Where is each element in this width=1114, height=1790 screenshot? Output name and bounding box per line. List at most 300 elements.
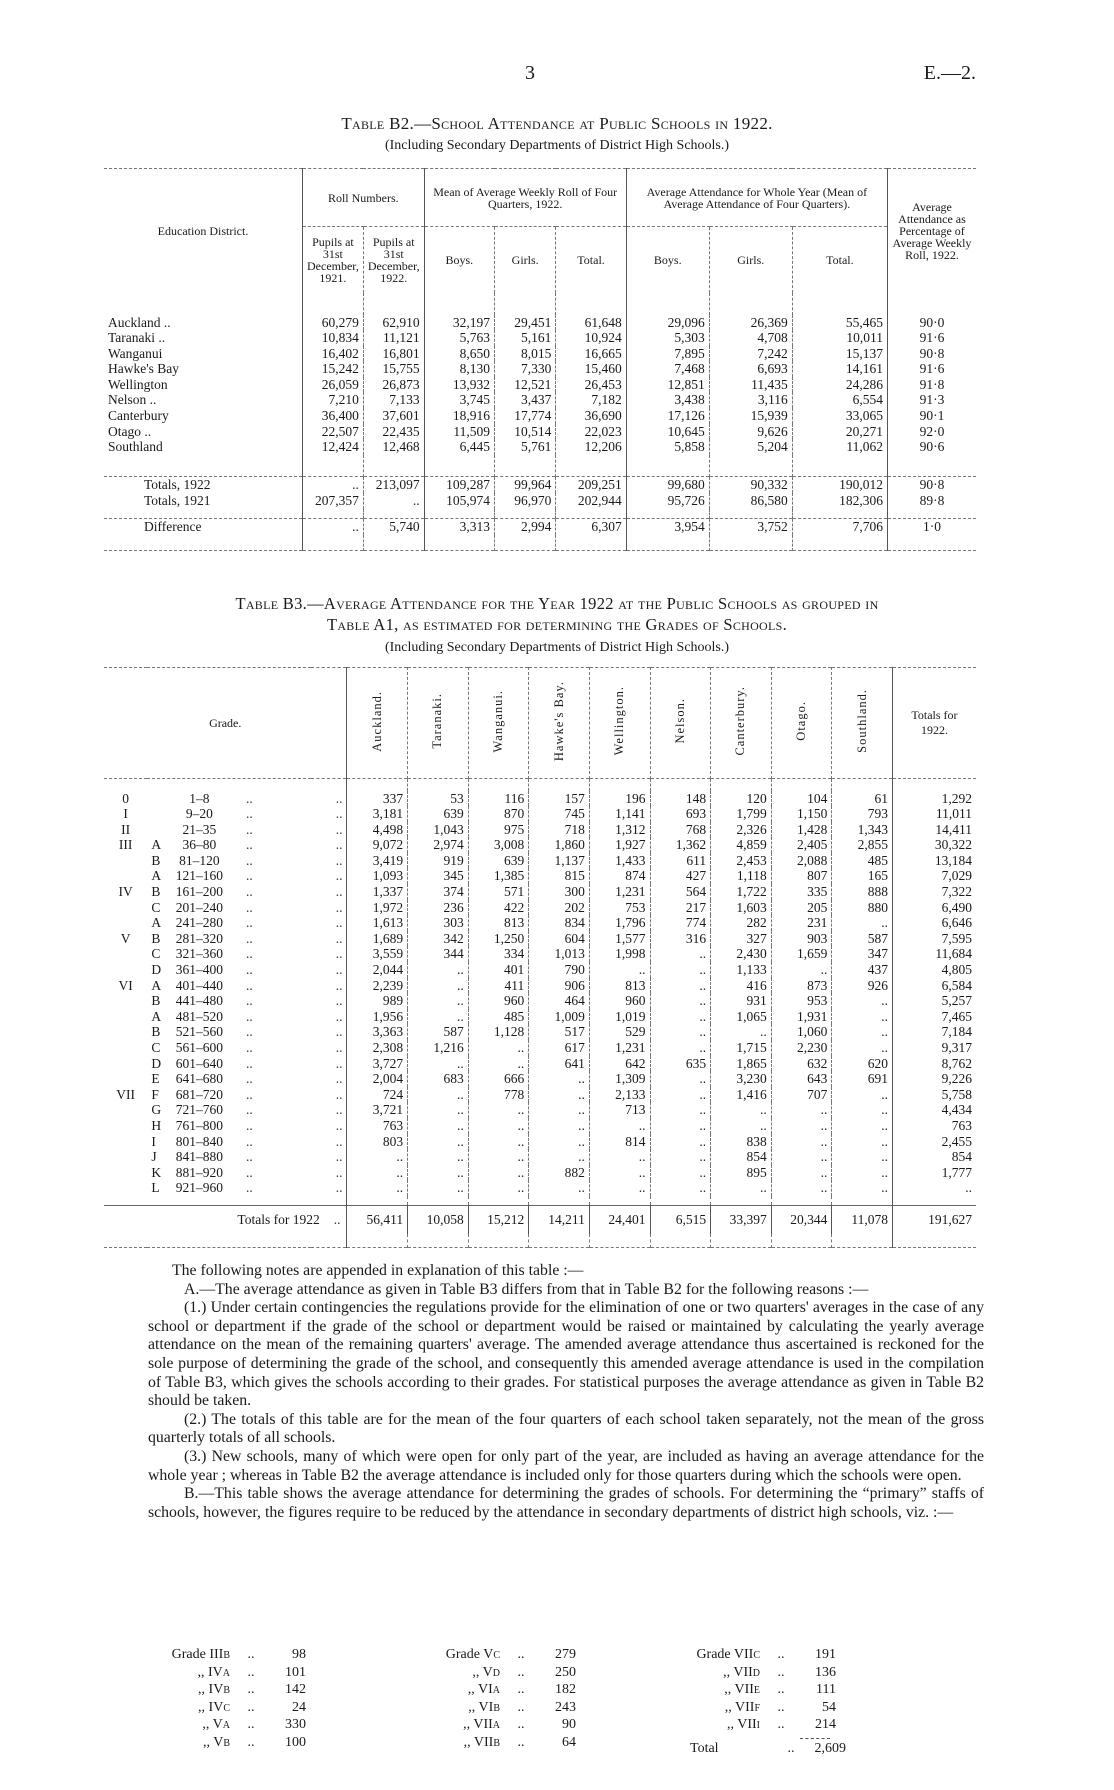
value-cell: 3,745 bbox=[424, 392, 494, 408]
percentage-cell: 89·8 bbox=[888, 493, 977, 509]
value-cell: 691 bbox=[832, 1071, 893, 1087]
value-cell: 282 bbox=[711, 915, 772, 931]
grade-row bbox=[104, 1056, 976, 1072]
value-cell: .. bbox=[771, 1102, 832, 1118]
value-cell: 1,060 bbox=[771, 1024, 832, 1040]
value-cell: .. bbox=[650, 1118, 711, 1134]
value-cell: 617 bbox=[529, 1040, 590, 1056]
value-cell: 3,363 bbox=[347, 1024, 408, 1040]
value-cell: 1,312 bbox=[589, 822, 650, 838]
value-cell: 5,858 bbox=[626, 439, 709, 455]
grade-major: III bbox=[118, 837, 133, 853]
value-cell: 793 bbox=[832, 806, 893, 822]
district-name: Difference bbox=[144, 519, 202, 535]
sum-rule bbox=[800, 1738, 830, 1739]
value-cell: 15,939 bbox=[709, 408, 792, 424]
value-cell: .. bbox=[347, 1149, 408, 1165]
value-cell: 11,509 bbox=[424, 424, 494, 440]
value-cell: 464 bbox=[529, 993, 590, 1009]
value-cell: 61 bbox=[832, 791, 893, 807]
grade-row bbox=[104, 868, 976, 884]
secondary-list-col3 bbox=[680, 1647, 846, 1757]
value-cell: 3,727 bbox=[347, 1056, 408, 1072]
value-cell: 5,303 bbox=[626, 330, 709, 346]
value-cell: 778 bbox=[468, 1087, 529, 1103]
grade-major bbox=[104, 853, 147, 869]
value-cell: .. bbox=[468, 1056, 529, 1072]
value-cell: 99,964 bbox=[494, 477, 555, 493]
value-cell: 22,507 bbox=[303, 424, 364, 440]
secondary-grade-item: ,, VA .. 330 bbox=[202, 1717, 306, 1732]
grade-major bbox=[104, 993, 147, 1009]
value-cell: 342 bbox=[408, 931, 469, 947]
district-cell bbox=[104, 392, 303, 408]
value-cell: 86,580 bbox=[709, 493, 792, 509]
value-cell: .. bbox=[832, 1102, 893, 1118]
document-reference: E.—2. bbox=[923, 62, 976, 84]
grade-row bbox=[104, 806, 976, 822]
secondary-grade-item: ,, VIIE .. 111 bbox=[724, 1682, 836, 1697]
grade-sub: B 161–200 .. bbox=[151, 884, 253, 900]
value-cell: 202 bbox=[529, 900, 590, 916]
value-cell: 1,009 bbox=[529, 1009, 590, 1025]
value-cell: 32,197 bbox=[424, 315, 494, 331]
value-cell: 611 bbox=[650, 853, 711, 869]
value-cell: .. bbox=[832, 1165, 893, 1181]
value-cell: .. bbox=[771, 1118, 832, 1134]
district-row bbox=[104, 377, 976, 393]
value-cell: .. bbox=[303, 477, 364, 493]
grade-major bbox=[104, 946, 147, 962]
value-cell: 564 bbox=[650, 884, 711, 900]
value-cell: 15,137 bbox=[792, 346, 887, 362]
value-cell: 666 bbox=[468, 1071, 529, 1087]
value-cell: .. bbox=[408, 978, 469, 994]
value-cell: .. bbox=[529, 1071, 590, 1087]
value-cell: 813 bbox=[468, 915, 529, 931]
row-total: 7,322 bbox=[892, 884, 976, 900]
value-cell: 989 bbox=[347, 993, 408, 1009]
table-b2-subtitle: (Including Secondary Departments of District High Schools.) bbox=[384, 138, 730, 153]
percentage-cell: 91·8 bbox=[888, 377, 977, 393]
grade-major bbox=[104, 1134, 147, 1150]
value-cell: 1,231 bbox=[589, 1040, 650, 1056]
value-cell: 2,239 bbox=[347, 978, 408, 994]
value-cell: 26,453 bbox=[556, 377, 626, 393]
value-cell: 11,121 bbox=[363, 330, 424, 346]
grade-row bbox=[104, 853, 976, 869]
value-cell: 12,851 bbox=[626, 377, 709, 393]
column-total: 10,058 bbox=[408, 1206, 469, 1234]
value-cell: 165 bbox=[832, 868, 893, 884]
percentage-cell: 90·8 bbox=[888, 346, 977, 362]
grade-sub: B 281–320 .. bbox=[151, 930, 253, 946]
grade-major: V bbox=[120, 930, 131, 946]
grade-major bbox=[104, 1040, 147, 1056]
value-cell: 1,216 bbox=[408, 1040, 469, 1056]
value-cell: 960 bbox=[468, 993, 529, 1009]
value-cell: .. bbox=[832, 993, 893, 1009]
header-att-girls: Girls. bbox=[709, 227, 792, 293]
value-cell: 2,044 bbox=[347, 962, 408, 978]
value-cell: 1,141 bbox=[589, 806, 650, 822]
value-cell: 1,603 bbox=[711, 900, 772, 916]
leader-dots: .. bbox=[335, 962, 343, 978]
value-cell: 236 bbox=[408, 900, 469, 916]
value-cell: 2,405 bbox=[771, 837, 832, 853]
totals-row bbox=[104, 493, 976, 509]
value-cell: 485 bbox=[468, 1009, 529, 1025]
value-cell: 16,402 bbox=[303, 346, 364, 362]
value-cell: 104 bbox=[771, 791, 832, 807]
table-b3-subtitle: (Including Secondary Departments of District High Schools.) bbox=[384, 640, 730, 655]
value-cell: 643 bbox=[771, 1071, 832, 1087]
value-cell: 337 bbox=[347, 791, 408, 807]
value-cell: 888 bbox=[832, 884, 893, 900]
value-cell: 807 bbox=[771, 868, 832, 884]
value-cell: 632 bbox=[771, 1056, 832, 1072]
district-row bbox=[104, 439, 976, 455]
grade-sub: D 601–640 .. bbox=[151, 1055, 253, 1071]
value-cell: 12,206 bbox=[556, 439, 626, 455]
grade-major bbox=[104, 1102, 147, 1118]
value-cell: 1,956 bbox=[347, 1009, 408, 1025]
grade-sub: G 721–760 .. bbox=[151, 1102, 253, 1118]
column-total: 24,401 bbox=[589, 1206, 650, 1234]
value-cell: 90,332 bbox=[709, 477, 792, 493]
value-cell: 2,855 bbox=[832, 837, 893, 853]
row-total: 6,646 bbox=[892, 915, 976, 931]
value-cell: 7,895 bbox=[626, 346, 709, 362]
value-cell: 745 bbox=[529, 806, 590, 822]
page-header bbox=[0, 62, 1114, 92]
leader-dots: .. bbox=[335, 1149, 343, 1165]
district-name: Totals, 1921 bbox=[144, 492, 211, 508]
value-cell: 15,755 bbox=[363, 361, 424, 377]
value-cell: 931 bbox=[711, 993, 772, 1009]
header-district-column: Canterbury. bbox=[711, 668, 772, 779]
district-name: Totals, 1922 bbox=[144, 477, 211, 493]
value-cell: .. bbox=[650, 1102, 711, 1118]
value-cell: 975 bbox=[468, 822, 529, 838]
percentage-cell: 90·8 bbox=[888, 477, 977, 493]
value-cell: 437 bbox=[832, 962, 893, 978]
leader-dots: .. bbox=[335, 790, 343, 806]
value-cell: 768 bbox=[650, 822, 711, 838]
value-cell: 374 bbox=[408, 884, 469, 900]
value-cell: 16,801 bbox=[363, 346, 424, 362]
grade-major bbox=[104, 915, 147, 931]
totals-row bbox=[104, 1206, 976, 1234]
secondary-grade-item: ,, VIII .. 214 bbox=[726, 1717, 836, 1732]
value-cell: 344 bbox=[408, 946, 469, 962]
header-district-column: Wellington. bbox=[589, 668, 650, 779]
district-name: Taranaki .. bbox=[108, 330, 166, 346]
secondary-grade-item: ,, VIB .. 243 bbox=[468, 1699, 576, 1715]
value-cell: 422 bbox=[468, 900, 529, 916]
value-cell: .. bbox=[468, 1149, 529, 1165]
value-cell: 1,250 bbox=[468, 931, 529, 947]
value-cell: 1,796 bbox=[589, 915, 650, 931]
district-cell bbox=[104, 361, 303, 377]
value-cell: 895 bbox=[711, 1165, 772, 1181]
table-b2 bbox=[104, 168, 976, 551]
grade-sub: I 801–840 .. bbox=[151, 1133, 253, 1149]
column-total: 56,411 bbox=[347, 1206, 408, 1234]
value-cell: .. bbox=[347, 1180, 408, 1196]
grade-row bbox=[104, 1087, 976, 1103]
value-cell: 3,752 bbox=[709, 519, 792, 535]
value-cell: .. bbox=[347, 1165, 408, 1181]
value-cell: 882 bbox=[529, 1165, 590, 1181]
value-cell: 814 bbox=[589, 1134, 650, 1150]
value-cell: 1,428 bbox=[771, 822, 832, 838]
value-cell: .. bbox=[529, 1087, 590, 1103]
value-cell: 334 bbox=[468, 946, 529, 962]
value-cell: 190,012 bbox=[792, 477, 887, 493]
secondary-grade-item: ,, VB .. 100 bbox=[202, 1734, 306, 1750]
value-cell: 205 bbox=[771, 900, 832, 916]
grade-major bbox=[104, 1149, 147, 1165]
column-total: 14,211 bbox=[529, 1206, 590, 1234]
value-cell: 6,307 bbox=[556, 519, 626, 535]
value-cell: 3,230 bbox=[711, 1071, 772, 1087]
value-cell: 182,306 bbox=[792, 493, 887, 509]
grade-major bbox=[104, 1056, 147, 1072]
row-total: 7,465 bbox=[892, 1009, 976, 1025]
value-cell: 2,994 bbox=[494, 519, 555, 535]
value-cell: 1,613 bbox=[347, 915, 408, 931]
value-cell: 1,128 bbox=[468, 1024, 529, 1040]
value-cell: 7,468 bbox=[626, 361, 709, 377]
header-pupils-1921: Pupils at 31st December, 1921. bbox=[303, 227, 364, 293]
value-cell: 4,859 bbox=[711, 837, 772, 853]
value-cell: 411 bbox=[468, 978, 529, 994]
grade-row bbox=[104, 946, 976, 962]
grade-sub: F 681–720 .. bbox=[151, 1086, 253, 1102]
value-cell: 3,721 bbox=[347, 1102, 408, 1118]
value-cell: .. bbox=[363, 493, 424, 509]
secondary-grade-item: ,, VD .. 250 bbox=[472, 1664, 576, 1680]
value-cell: 1,689 bbox=[347, 931, 408, 947]
grade-row bbox=[104, 1165, 976, 1181]
value-cell: .. bbox=[589, 962, 650, 978]
district-cell bbox=[104, 493, 303, 509]
value-cell: 1,722 bbox=[711, 884, 772, 900]
value-cell: .. bbox=[650, 1071, 711, 1087]
value-cell: .. bbox=[468, 1134, 529, 1150]
value-cell: 693 bbox=[650, 806, 711, 822]
district-row bbox=[104, 315, 976, 331]
header-district-column: Wanganui. bbox=[468, 668, 529, 779]
value-cell: .. bbox=[408, 1118, 469, 1134]
row-total: 7,184 bbox=[892, 1024, 976, 1040]
value-cell: .. bbox=[303, 519, 364, 535]
grade-major: I bbox=[123, 806, 128, 822]
value-cell: 22,435 bbox=[363, 424, 424, 440]
grade-sub: B 521–560 .. bbox=[151, 1024, 253, 1040]
row-total: 763 bbox=[892, 1118, 976, 1134]
grade-row bbox=[104, 837, 976, 853]
value-cell: .. bbox=[711, 1118, 772, 1134]
secondary-grade-item: ,, VIIF .. 54 bbox=[724, 1699, 836, 1715]
value-cell: .. bbox=[408, 1134, 469, 1150]
grade-major bbox=[104, 1165, 147, 1181]
value-cell: 10,924 bbox=[556, 330, 626, 346]
value-cell: 18,916 bbox=[424, 408, 494, 424]
totals-label: Totals for 1922 .. bbox=[237, 1212, 341, 1228]
table-b3 bbox=[104, 667, 976, 1248]
value-cell: 2,453 bbox=[711, 853, 772, 869]
value-cell: 2,308 bbox=[347, 1040, 408, 1056]
value-cell: .. bbox=[832, 1134, 893, 1150]
value-cell: 37,601 bbox=[363, 408, 424, 424]
grade-sub: E 641–680 .. bbox=[151, 1071, 253, 1087]
value-cell: 803 bbox=[347, 1134, 408, 1150]
value-cell: 1,343 bbox=[832, 822, 893, 838]
value-cell: 11,062 bbox=[792, 439, 887, 455]
column-total: 15,212 bbox=[468, 1206, 529, 1234]
value-cell: 9,072 bbox=[347, 837, 408, 853]
value-cell: .. bbox=[529, 1134, 590, 1150]
notes-section bbox=[148, 1262, 984, 1522]
leader-dots: .. bbox=[335, 1071, 343, 1087]
value-cell: 485 bbox=[832, 853, 893, 869]
value-cell: 903 bbox=[771, 931, 832, 947]
leader-dots: .. bbox=[335, 993, 343, 1009]
district-name: Southland bbox=[108, 439, 163, 455]
value-cell: 1,860 bbox=[529, 837, 590, 853]
value-cell: 880 bbox=[832, 900, 893, 916]
percentage-cell: 92·0 bbox=[888, 424, 977, 440]
header-district-column: Taranaki. bbox=[408, 668, 469, 779]
value-cell: 6,554 bbox=[792, 392, 887, 408]
value-cell: 401 bbox=[468, 962, 529, 978]
value-cell: .. bbox=[589, 1118, 650, 1134]
value-cell: 1,577 bbox=[589, 931, 650, 947]
value-cell: 427 bbox=[650, 868, 711, 884]
value-cell: 26,873 bbox=[363, 377, 424, 393]
district-name: Auckland .. bbox=[108, 314, 171, 330]
value-cell: 10,514 bbox=[494, 424, 555, 440]
grade-row bbox=[104, 791, 976, 807]
header-district-column: Hawke's Bay. bbox=[529, 668, 590, 779]
percentage-cell: 90·6 bbox=[888, 439, 977, 455]
row-total: 1,777 bbox=[892, 1165, 976, 1181]
secondary-grade-item: Grade IIIB .. 98 bbox=[171, 1647, 306, 1662]
district-cell bbox=[104, 424, 303, 440]
district-row bbox=[104, 361, 976, 377]
value-cell: 2,088 bbox=[771, 853, 832, 869]
value-cell: 1,093 bbox=[347, 868, 408, 884]
value-cell: 1,972 bbox=[347, 900, 408, 916]
grade-sub: L 921–960 .. bbox=[151, 1180, 253, 1196]
value-cell: .. bbox=[529, 1118, 590, 1134]
value-cell: 10,011 bbox=[792, 330, 887, 346]
value-cell: 3,437 bbox=[494, 392, 555, 408]
grade-sub: A 401–440 .. bbox=[151, 977, 253, 993]
leader-dots: .. bbox=[335, 1102, 343, 1118]
grade-sub: A 121–160 .. bbox=[151, 868, 253, 884]
value-cell: .. bbox=[650, 1134, 711, 1150]
value-cell: 12,521 bbox=[494, 377, 555, 393]
value-cell: 3,116 bbox=[709, 392, 792, 408]
grade-sub: C 201–240 .. bbox=[151, 899, 253, 915]
value-cell: 16,665 bbox=[556, 346, 626, 362]
value-cell: .. bbox=[468, 1102, 529, 1118]
value-cell: 15,460 bbox=[556, 361, 626, 377]
value-cell: 17,126 bbox=[626, 408, 709, 424]
row-total: 5,758 bbox=[892, 1087, 976, 1103]
value-cell: 105,974 bbox=[424, 493, 494, 509]
value-cell: .. bbox=[771, 1149, 832, 1165]
value-cell: 1,337 bbox=[347, 884, 408, 900]
leader-dots: .. bbox=[335, 837, 343, 853]
grade-sub: K 881–920 .. bbox=[151, 1164, 253, 1180]
value-cell: .. bbox=[408, 1102, 469, 1118]
value-cell: 639 bbox=[468, 853, 529, 869]
grade-sub: B 81–120 .. bbox=[151, 852, 253, 868]
header-avg-attendance: Average Attendance for Whole Year (Mean of Average Attendance of Four Quarters). bbox=[626, 169, 887, 227]
value-cell: .. bbox=[650, 993, 711, 1009]
leader-dots: .. bbox=[335, 1180, 343, 1196]
value-cell: .. bbox=[468, 1180, 529, 1196]
header-grade: Grade. bbox=[209, 715, 242, 730]
value-cell: 753 bbox=[589, 900, 650, 916]
grade-major bbox=[104, 1071, 147, 1087]
value-cell: 36,690 bbox=[556, 408, 626, 424]
header-district-column: Southland. bbox=[832, 668, 893, 779]
district-row bbox=[104, 424, 976, 440]
value-cell: 874 bbox=[589, 868, 650, 884]
table-b3-title-line2: Table A1, as estimated for determining the Grades of Schools. bbox=[326, 615, 788, 634]
row-total: .. bbox=[892, 1180, 976, 1196]
value-cell: 2,974 bbox=[408, 837, 469, 853]
value-cell: 3,559 bbox=[347, 946, 408, 962]
grade-sub: J 841–880 .. bbox=[151, 1149, 253, 1165]
value-cell: 96,970 bbox=[494, 493, 555, 509]
value-cell: 1,998 bbox=[589, 946, 650, 962]
leader-dots: .. bbox=[335, 899, 343, 915]
value-cell: 6,445 bbox=[424, 439, 494, 455]
value-cell: .. bbox=[408, 1009, 469, 1025]
value-cell: .. bbox=[468, 1040, 529, 1056]
grade-major bbox=[104, 1024, 147, 1040]
district-name: Canterbury bbox=[108, 408, 169, 424]
secondary-grade-item: ,, IVC .. 24 bbox=[198, 1699, 306, 1715]
value-cell: 20,271 bbox=[792, 424, 887, 440]
value-cell: .. bbox=[408, 1056, 469, 1072]
value-cell: 1,133 bbox=[711, 962, 772, 978]
value-cell: 60,279 bbox=[303, 315, 364, 331]
value-cell: 213,097 bbox=[363, 477, 424, 493]
value-cell: 919 bbox=[408, 853, 469, 869]
value-cell: 209,251 bbox=[556, 477, 626, 493]
grade-row bbox=[104, 915, 976, 931]
district-cell bbox=[104, 330, 303, 346]
value-cell: .. bbox=[468, 1165, 529, 1181]
value-cell: 2,004 bbox=[347, 1071, 408, 1087]
value-cell: 713 bbox=[589, 1102, 650, 1118]
header-mean-weekly-roll: Mean of Average Weekly Roll of Four Quarters, 1922. bbox=[424, 169, 626, 227]
notes-intro: The following notes are appended in explanation of this table :— bbox=[172, 1262, 584, 1279]
grand-total: 191,627 bbox=[892, 1206, 976, 1234]
grade-row bbox=[104, 1009, 976, 1025]
leader-dots: .. bbox=[335, 946, 343, 962]
value-cell: 9,626 bbox=[709, 424, 792, 440]
secondary-grade-item: ,, IVB .. 142 bbox=[198, 1682, 306, 1697]
row-total: 854 bbox=[892, 1149, 976, 1165]
